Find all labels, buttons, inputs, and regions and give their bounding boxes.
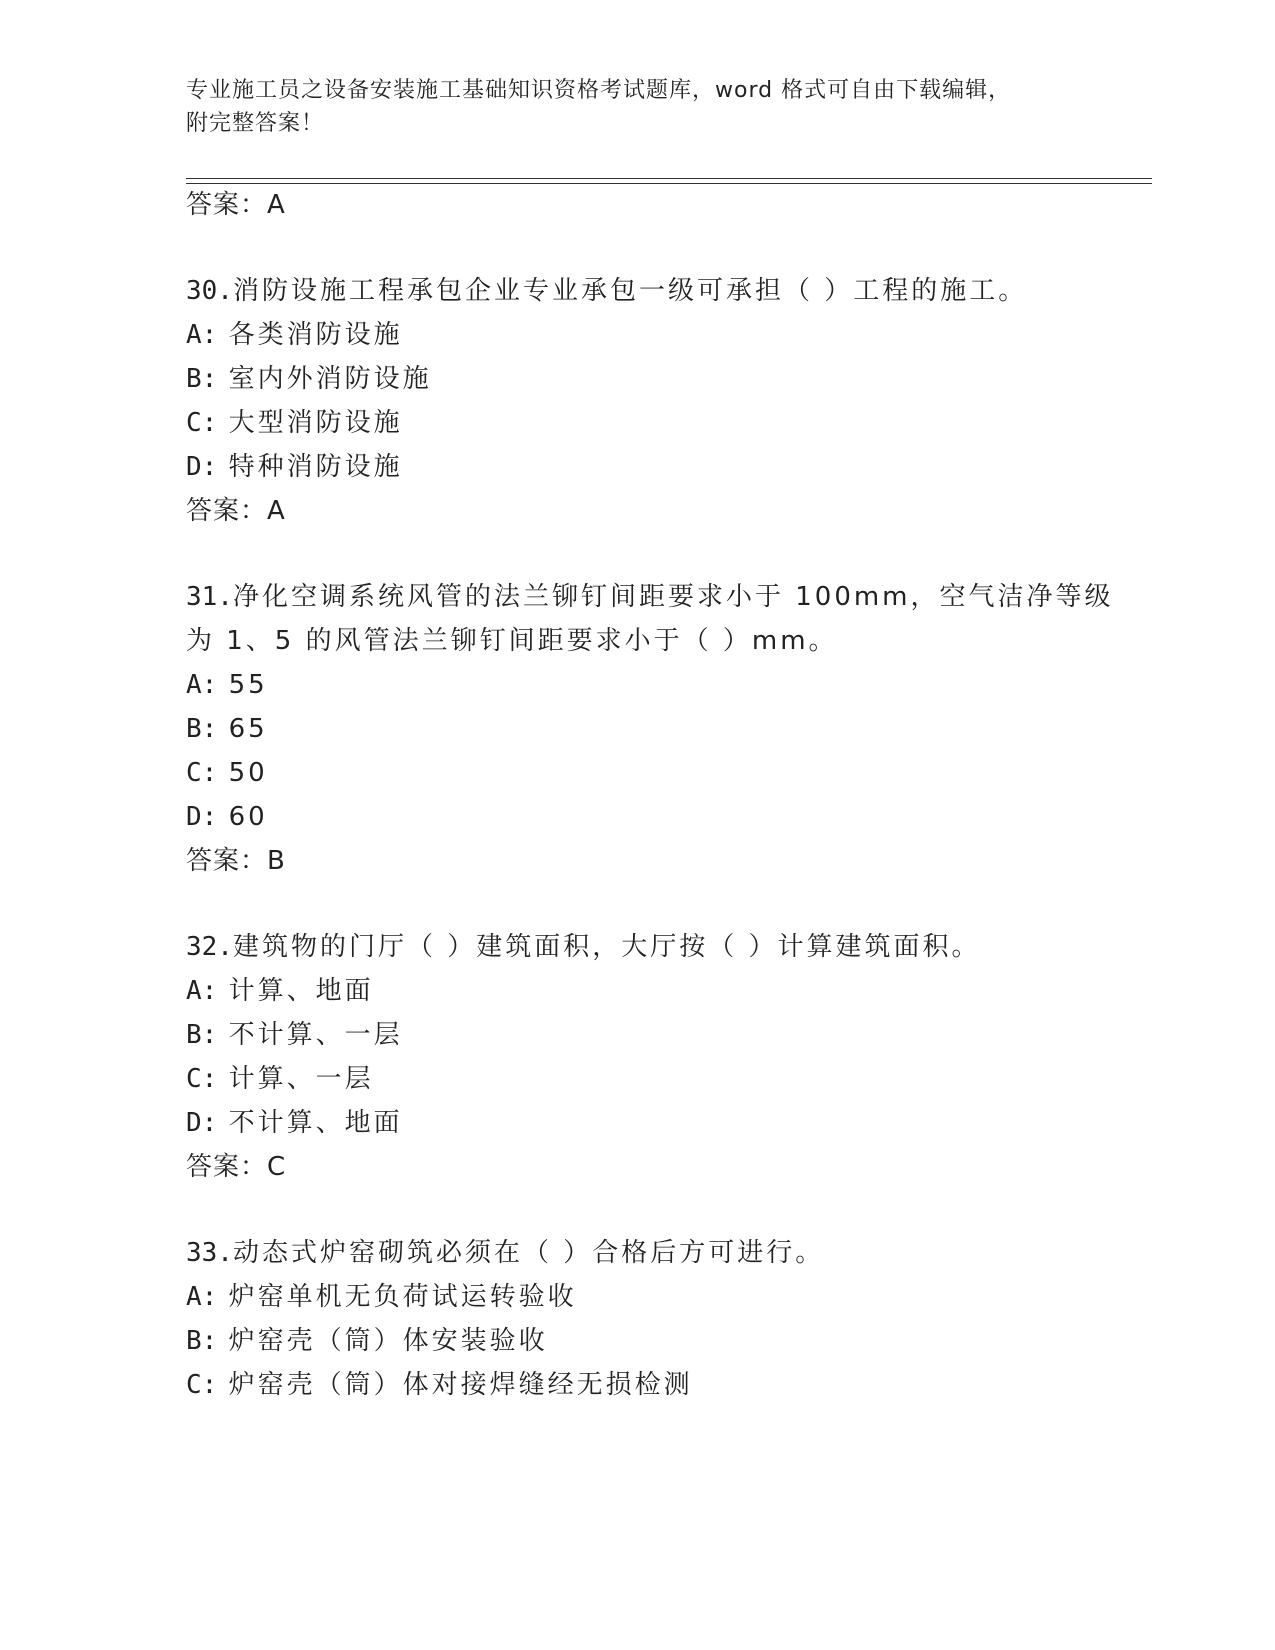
question-32-option-b (186, 1018, 403, 1052)
header-rule-bottom (186, 183, 1152, 184)
option-text: 计算、一层 (228, 1064, 374, 1094)
answer-29: 答案：A (186, 190, 286, 220)
question-33-option-b (186, 1324, 548, 1358)
option-key: C: (186, 1064, 218, 1094)
question-text: 消防设施工程承包企业专业承包一级可承担（ ）工程的施工。 (232, 276, 1028, 306)
option-text: 计算、地面 (228, 976, 374, 1006)
option-text: 炉窑壳（筒）体对接焊缝经无损检测 (228, 1370, 693, 1400)
question-30-option-b (186, 362, 432, 396)
option-key: D: (186, 452, 218, 482)
answer-32: 答案：C (186, 1152, 287, 1182)
question-31-stem-line-1 (186, 580, 1114, 614)
question-32-stem (186, 930, 981, 964)
question-text: 建筑物的门厅（ ）建筑面积，大厅按（ ）计算建筑面积。 (232, 932, 981, 962)
question-text: 净化空调系统风管的法兰铆钉间距要求小于 100mm，空气洁净等级 (232, 582, 1114, 612)
question-31-option-d (186, 800, 268, 834)
option-text: 特种消防设施 (228, 452, 403, 482)
option-key: C: (186, 1370, 218, 1400)
question-31-option-a (186, 668, 268, 702)
question-30-option-c (186, 406, 403, 440)
option-key: A: (186, 976, 218, 1006)
option-key: A: (186, 1282, 218, 1312)
option-key: B: (186, 364, 218, 394)
question-30-option-d (186, 450, 403, 484)
option-text: 65 (228, 714, 268, 744)
option-text: 炉窑单机无负荷试运转验收 (228, 1282, 577, 1312)
header-line-2: 附完整答案！ (186, 111, 325, 136)
option-text: 不计算、地面 (228, 1108, 403, 1138)
option-text: 室内外消防设施 (228, 364, 432, 394)
option-text: 各类消防设施 (228, 320, 403, 350)
question-31-option-c (186, 756, 268, 790)
question-31-stem-line-2: 为 1、5 的风管法兰铆钉间距要求小于（ ）mm。 (186, 626, 838, 656)
option-text: 50 (228, 758, 268, 788)
answer-31: 答案：B (186, 846, 286, 876)
option-key: B: (186, 1326, 218, 1356)
question-33-option-a (186, 1280, 577, 1314)
question-number: 33. (186, 1238, 233, 1268)
option-text: 60 (228, 802, 268, 832)
question-33-option-c (186, 1368, 693, 1402)
header-line-1: 专业施工员之设备安装施工基础知识资格考试题库，word 格式可自由下载编辑， (186, 78, 1012, 103)
question-number: 32. (186, 932, 233, 962)
header-rule-top (186, 178, 1152, 179)
option-key: C: (186, 758, 218, 788)
question-32-option-d (186, 1106, 403, 1140)
option-text: 55 (228, 670, 268, 700)
question-30-option-a (186, 318, 403, 352)
option-key: A: (186, 320, 218, 350)
option-text: 不计算、一层 (228, 1020, 403, 1050)
question-number: 31. (186, 582, 233, 612)
question-30-stem (186, 274, 1027, 308)
question-33-stem (186, 1236, 824, 1270)
option-key: B: (186, 714, 218, 744)
question-31-option-b (186, 712, 268, 746)
option-key: C: (186, 408, 218, 438)
answer-30: 答案：A (186, 496, 286, 526)
option-key: D: (186, 802, 218, 832)
option-text: 大型消防设施 (228, 408, 403, 438)
option-key: A: (186, 670, 218, 700)
option-key: D: (186, 1108, 218, 1138)
document-header (186, 74, 1066, 140)
question-number: 30. (186, 276, 233, 306)
option-key: B: (186, 1020, 218, 1050)
question-32-option-a (186, 974, 374, 1008)
question-32-option-c (186, 1062, 374, 1096)
option-text: 炉窑壳（筒）体安装验收 (228, 1326, 548, 1356)
question-text: 动态式炉窑砌筑必须在（ ）合格后方可进行。 (232, 1238, 825, 1268)
